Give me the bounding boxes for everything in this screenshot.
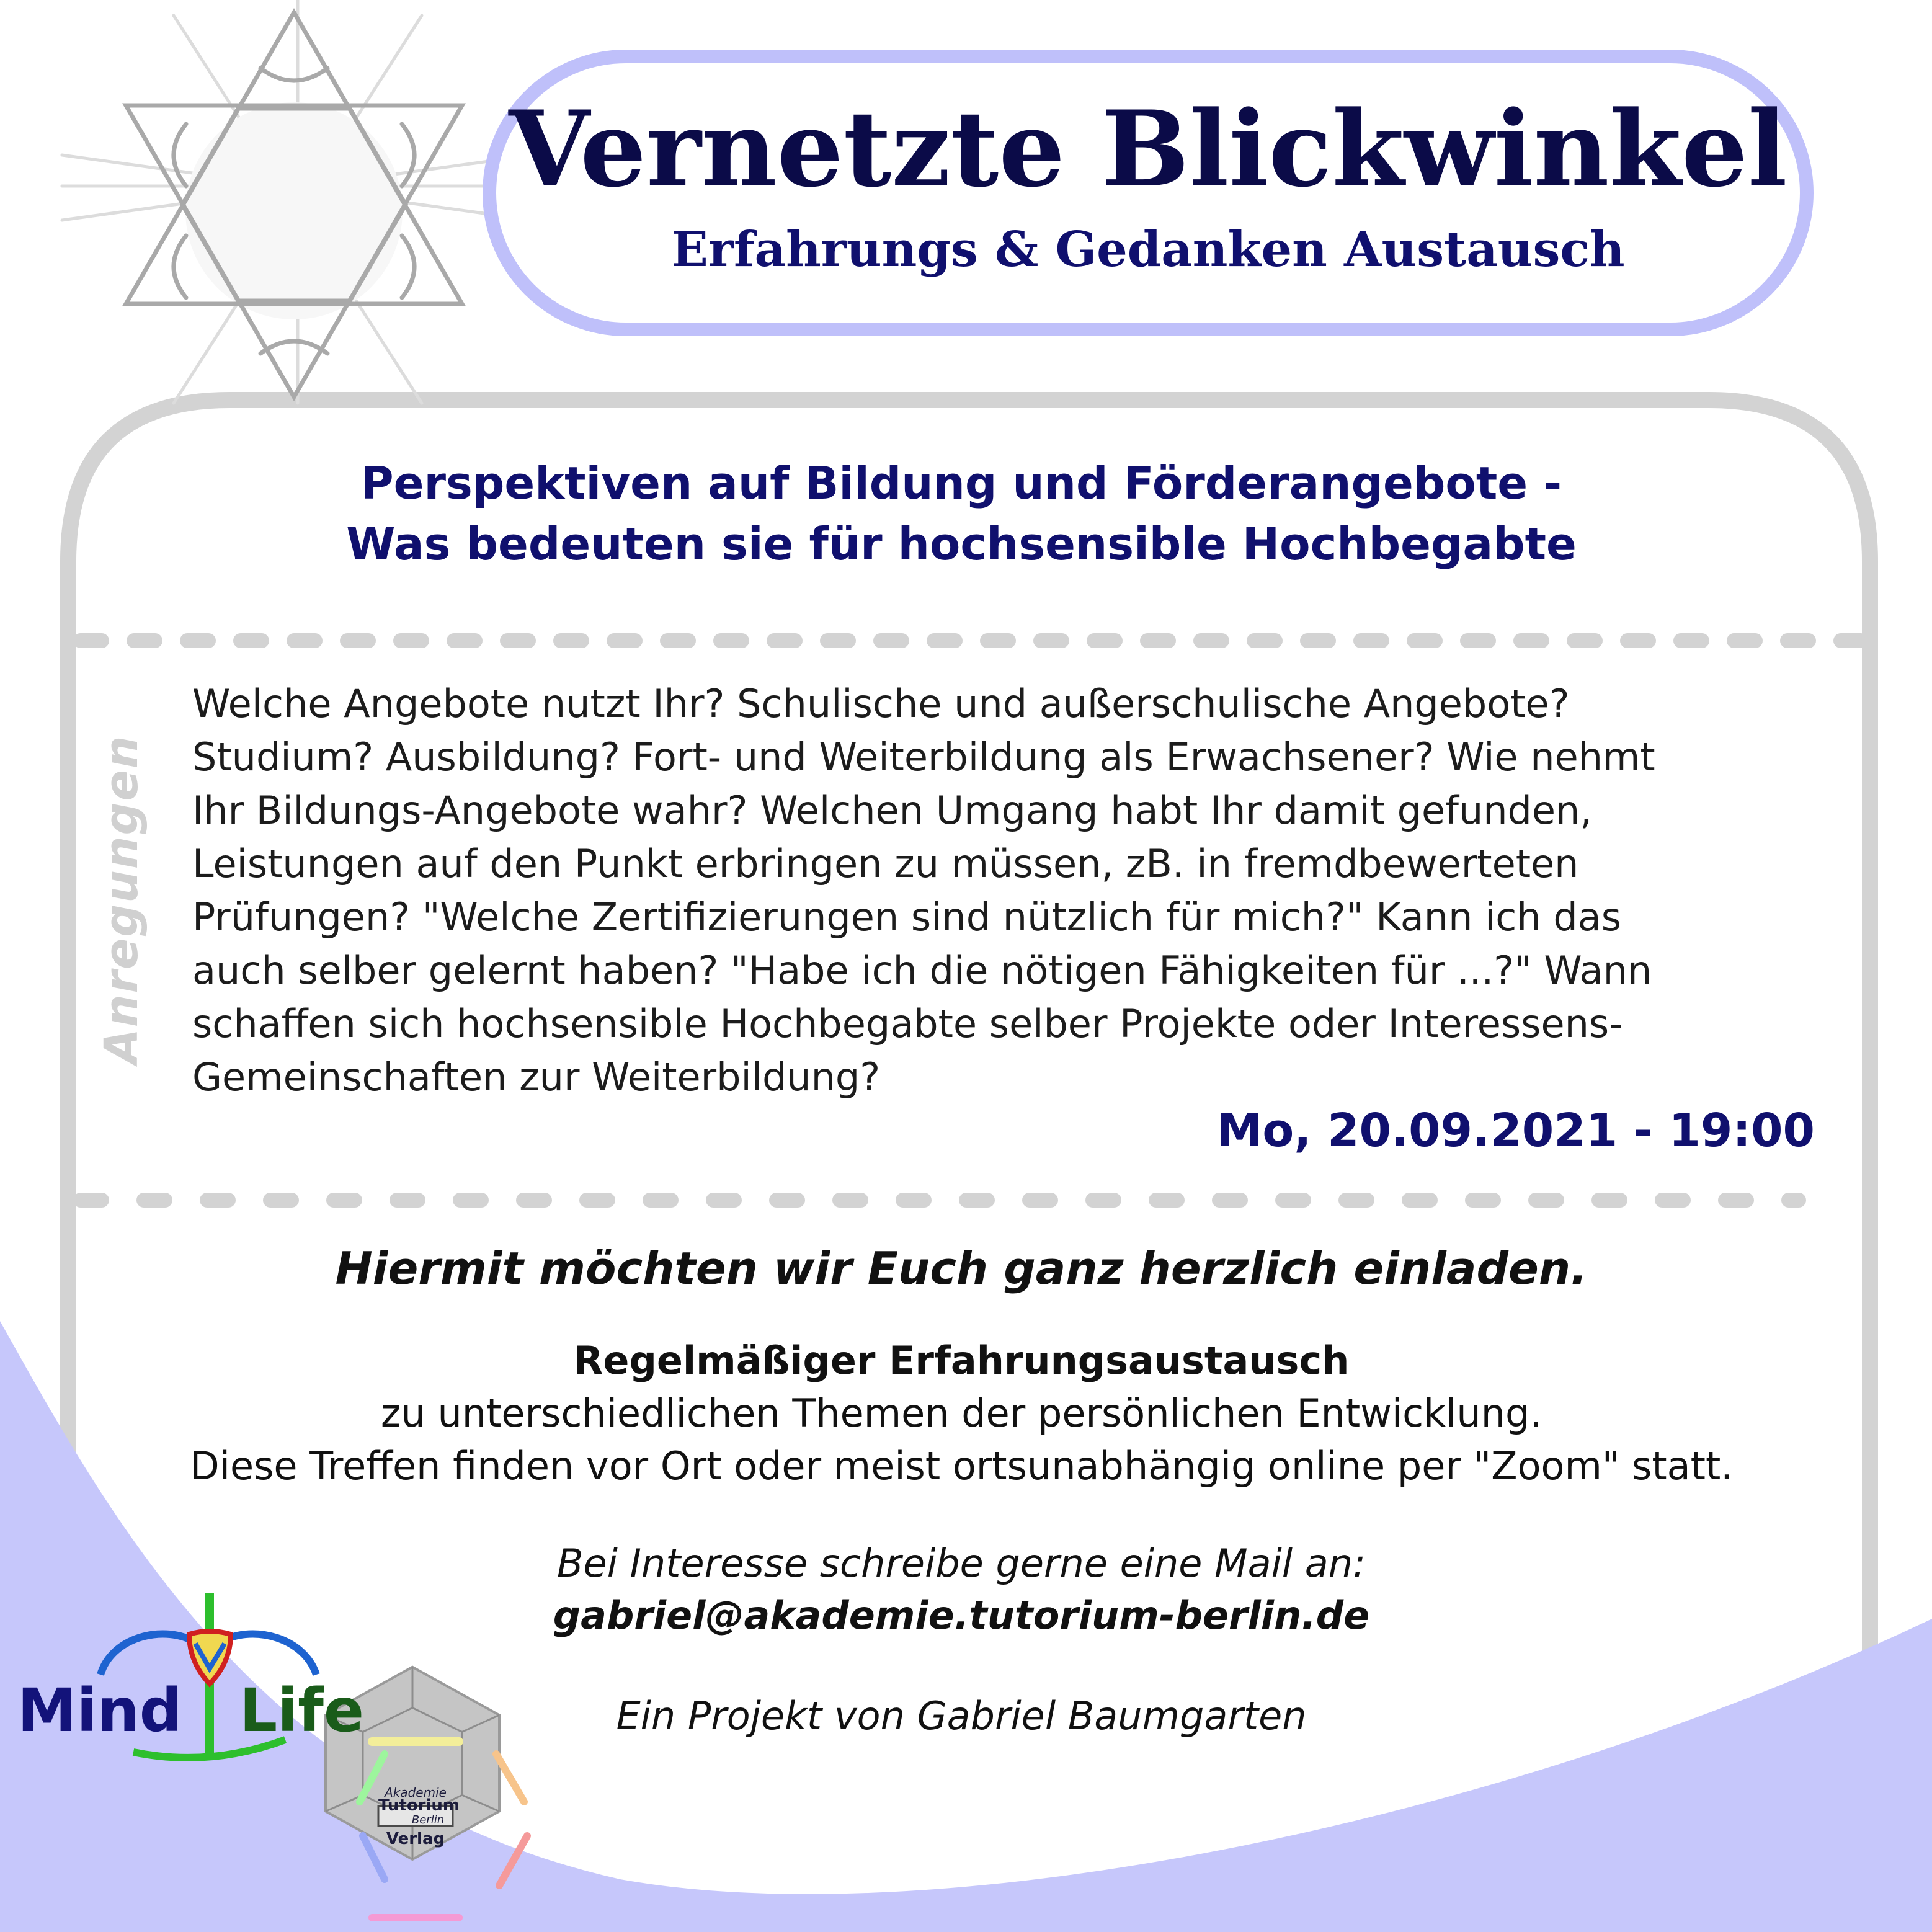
badge-line-1: Akademie (385, 1785, 447, 1800)
topic-heading-line2: Was bedeuten sie für hochsensible Hochbegabte (346, 518, 1577, 570)
logo-word-mind: Mind (17, 1676, 182, 1745)
page-title: Vernetzte Blickwinkel (509, 87, 1787, 210)
star-emblem (62, 0, 533, 403)
event-date: Mo, 20.09.2021 - 19:00 (1216, 1104, 1815, 1157)
side-label: Anregungen (95, 734, 148, 1064)
project-credit: Ein Projekt von Gabriel Baumgarten (616, 1693, 1307, 1738)
invitation-text: Hiermit möchten wir Euch ganz herzlich einladen. (335, 1242, 1588, 1294)
info-line-1: zu unterschiedlichen Themen der persönlichen Entwicklung. (380, 1391, 1542, 1436)
badge-line-3: Berlin (411, 1814, 445, 1827)
info-line-2: Diese Treffen finden vor Ort oder meist ortsunabhängig online per "Zoom" statt. (190, 1443, 1733, 1489)
logo-word-life: Life (239, 1676, 364, 1745)
info-heading: Regelmäßiger Erfahrungsaustausch (573, 1338, 1350, 1383)
page-subtitle: Erfahrungs & Gedanken Austausch (671, 221, 1625, 278)
badge-line-4: Verlag (386, 1830, 445, 1848)
contact-email[interactable]: gabriel@akademie.tutorium-berlin.de (553, 1593, 1370, 1638)
topic-description: Welche Angebote nutzt Ihr? Schulische und außerschulische Angebote? Studium? Ausbildung? Fort- und Weiterbildung als Erwachsener? Wie nehmt Ihr Bildungs-Angebote wahr? Welchen Umgang habt Ihr damit gefunden, Leistungen auf den Punkt erbringen zu müssen, zB. in fremdbewerteten Prüfungen? "Welche Zertifizierungen sind nützlich für mich?" Kann ich das auch selber gelernt haben? "Habe ich die nötigen Fähigkeiten für ...?" Wann schaffen sich hochsensible Hochbegabte selber Projekte oder Interessens- Gemeinschaften zur Weiterbildung? (192, 681, 1655, 1100)
badge-line-2: Tutorium (378, 1796, 460, 1815)
mail-intro: Bei Interesse schreibe gerne eine Mail an: (557, 1541, 1366, 1586)
topic-heading (124, 453, 1799, 574)
topic-heading-line1: Perspektiven auf Bildung und Förderangebote - (360, 457, 1562, 509)
